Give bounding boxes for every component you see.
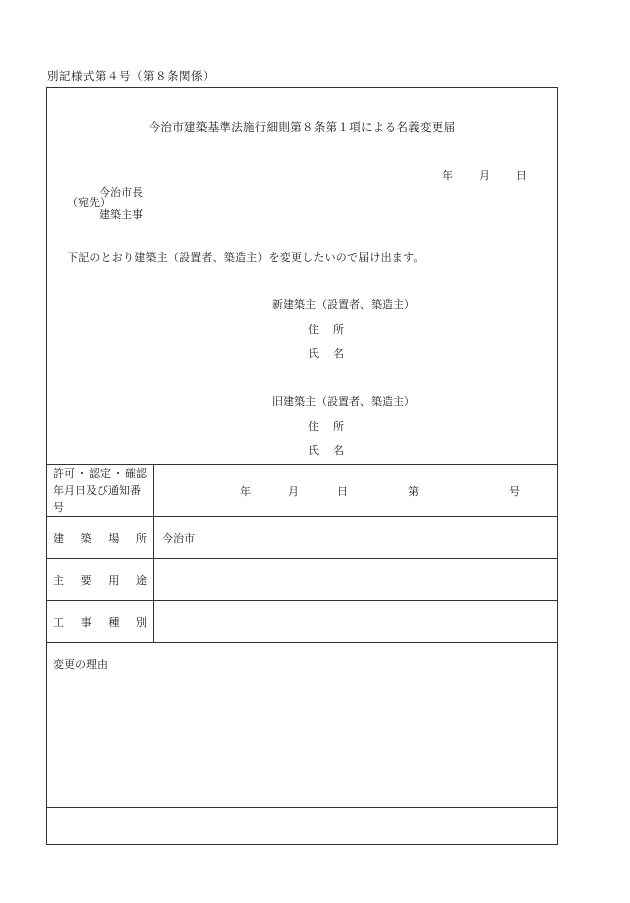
date-year-label: 年 [442,169,453,182]
old-owner-heading: 旧建築主（設置者、築造主） [272,395,415,408]
approval-number-prefix: 第 [408,484,419,498]
approval-number-suffix: 号 [509,484,520,498]
notification-statement: 下記のとおり建築主（設置者、築造主）を変更したいので届け出ます。 [67,251,425,264]
addressee-mayor: 今治市長 [99,186,143,199]
submission-date [442,167,527,183]
details-table [46,464,558,845]
location-value-field[interactable]: 今治市 [154,517,558,559]
old-owner-block [272,390,415,464]
form-title: 今治市建築基準法施行細則第８条第１項による名義変更届 [148,120,456,134]
approval-day-label: 日 [337,484,348,498]
approval-label: 許可 ・ 認定 ・ 確認 年月日及び通知番号 [47,465,154,517]
use-row [47,559,558,601]
location-row [47,517,558,559]
date-month-label: 月 [479,169,490,182]
approval-year-label: 年 [240,484,251,498]
addressee-names [99,182,143,226]
old-owner-address-label: 住 所 [308,419,344,433]
approval-row [47,465,558,517]
approval-value-field[interactable] [154,465,558,517]
new-owner-name-label: 氏 名 [308,347,344,360]
work-type-row [47,601,558,643]
reason-field[interactable] [47,643,558,845]
date-day-label: 日 [516,169,527,182]
use-value-field[interactable] [154,559,558,601]
use-label: 主 要 用 途 [47,559,154,601]
old-owner-name-label: 氏 名 [308,444,344,457]
reason-label: 変更の理由 [53,658,108,671]
new-owner-heading: 新建築主（設置者、築造主） [272,298,415,311]
new-owner-block [272,293,415,367]
location-label: 建 築 場 所 [47,517,154,559]
new-owner-address-label: 住 所 [308,322,344,336]
addressee-label: （宛先） [67,196,111,209]
work-type-label: 工 事 種 別 [47,601,154,643]
notification-form [46,87,558,808]
form-number: 別記様式第４号（第８条関係） [47,69,215,83]
approval-month-label: 月 [288,484,299,498]
addressee-building-official: 建築主事 [99,208,143,221]
reason-row [47,643,558,845]
work-type-value-field[interactable] [154,601,558,643]
